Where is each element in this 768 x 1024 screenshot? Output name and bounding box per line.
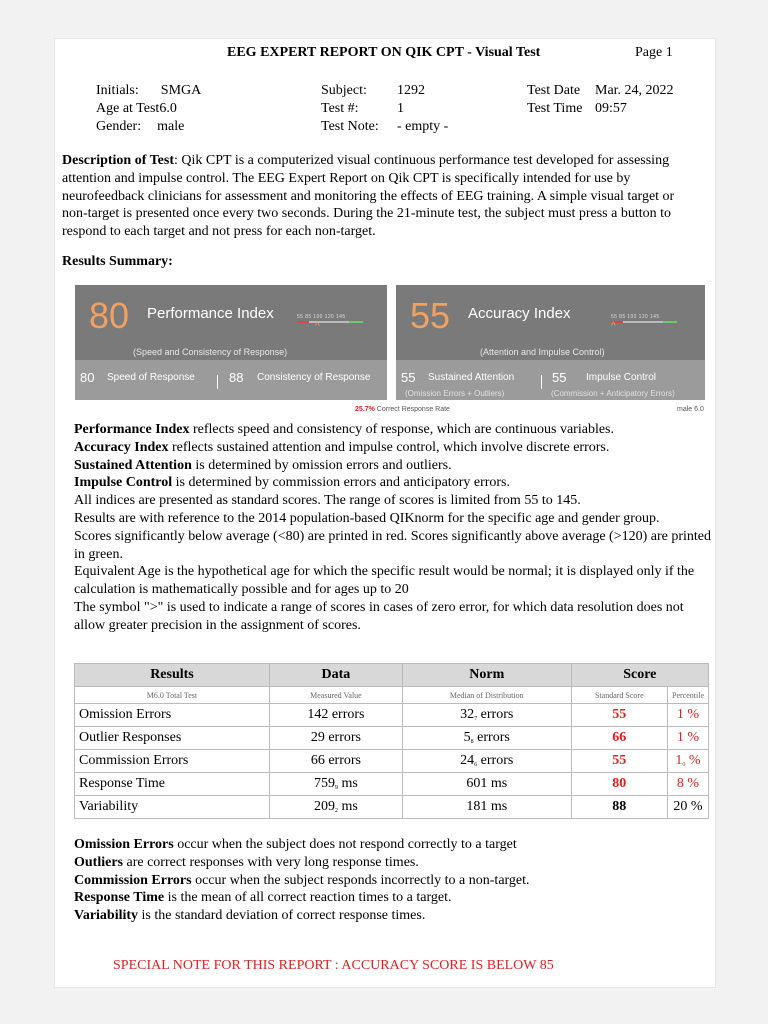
accuracy-marker-icon: ^	[611, 321, 616, 332]
subject-value: 1292	[397, 83, 425, 98]
explanation-line: Performance Index reflects speed and consistency of response, which are continuous variables.	[74, 422, 614, 437]
header-norm: Norm	[402, 664, 571, 687]
age-value: 6.0	[159, 101, 177, 116]
speed-label: Speed of Response	[107, 372, 195, 383]
table-subheader: M6.0 Total Test Measured Value Median of Distribution Standard Score Percentile	[75, 687, 709, 704]
norm-group: male 6.0	[677, 406, 704, 413]
consistency-label: Consistency of Response	[257, 372, 371, 383]
performance-scale: 55 85 100 120 145	[297, 314, 346, 320]
table-row: Omission Errors 142 errors $32_7$ errors 55 1 %	[75, 704, 709, 727]
initials-value: SMGA	[160, 83, 202, 98]
report-title: EEG EXPERT REPORT ON QIK CPT - Visual Test	[227, 45, 541, 60]
performance-index-title: Performance Index	[147, 305, 274, 322]
subject-label: Subject:	[321, 83, 367, 98]
description-label: Description of Test	[62, 153, 174, 168]
correct-response-text: Correct Response Rate	[374, 406, 450, 413]
table-row: Commission Errors 66 errors $24_6$ errors 55 $1_0$ %	[75, 750, 709, 773]
info-right	[527, 82, 674, 118]
note-line: All indices are presented as standard scores. The range of scores is limited from 55 to 145.	[74, 493, 581, 509]
testnote-label: Test Note:	[321, 119, 379, 134]
accuracy-index-score: 55	[410, 295, 451, 336]
testtime-label: Test Time	[527, 101, 583, 116]
performance-subtitle: (Speed and Consistency of Response)	[133, 347, 288, 357]
testdate-label: Test Date	[527, 83, 581, 98]
age-label: Age at Test	[96, 101, 160, 116]
table-row: Variability $209_2$ ms 181 ms 88 20 %	[75, 796, 709, 819]
explanation-line: Impulse Control is determined by commission errors and anticipatory errors.	[74, 475, 511, 491]
explanation-line: Accuracy Index reflects sustained attention and impulse control, which involve discrete errors.	[74, 439, 610, 455]
sustained-attention-sub: (Omission Errors + Outliers)	[405, 389, 505, 398]
table-row: Response Time $759_9$ ms 601 ms 80 8 %	[75, 773, 709, 796]
impulse-control-sub: (Commission + Anticipatory Errors)	[551, 389, 675, 398]
table-header	[75, 664, 709, 687]
testdate-value: Mar. 24, 2022	[595, 83, 674, 98]
consistency-score: 88	[229, 370, 244, 385]
header-data: Data	[269, 664, 402, 687]
correct-response-rate	[355, 406, 450, 413]
speed-score: 80	[80, 370, 95, 385]
description-text: : Qik CPT is a computerized visual continuous performance test developed for assessing attention and impulse control. The EEG Expert Report on Qik CPT is specifically intended for use by neurofeedback clinicians for assessment and monitoring the effects of EEG training. A simple visual target or non-target is presented once every two seconds. During the 21-minute test, the subject must press a button to respond to each target and not press for each non-target.	[62, 153, 675, 240]
header-results: Results	[75, 664, 270, 687]
testnum-label: Test #:	[321, 101, 359, 116]
report-page	[54, 38, 716, 988]
definition-line: Commission Errors occur when the subject responds incorrectly to a non-target.	[74, 872, 530, 888]
initials-label: Initials:	[96, 83, 139, 98]
performance-index-score: 80	[89, 295, 130, 336]
header-score: Score	[571, 664, 708, 687]
results-table	[74, 663, 709, 819]
note-line: Equivalent Age is the hypothetical age for which the specific result would be normal; it is displayed only if the calculation is mathematically possible and for ages up to 20	[74, 564, 695, 598]
definitions	[74, 836, 714, 925]
definition-line: Variability is the standard deviation of correct response times.	[74, 908, 426, 924]
note-line: Scores significantly below average (<80) are printed in red. Scores significantly above average (>120) are printed in green.	[74, 528, 711, 562]
testnum-value: 1	[397, 101, 404, 116]
definition-line: Omission Errors occur when the subject does not respond correctly to a target	[74, 837, 517, 852]
performance-marker-icon: ^	[315, 321, 320, 332]
sustained-attention-label: Sustained Attention	[428, 372, 515, 383]
info-left	[96, 82, 201, 136]
correct-response-pct: 25.7%	[355, 406, 375, 413]
results-summary-label: Results Summary:	[62, 254, 173, 269]
accuracy-index-title: Accuracy Index	[468, 305, 571, 322]
explanations	[74, 421, 714, 635]
info-mid	[321, 82, 448, 136]
divider	[217, 375, 218, 389]
accuracy-subtitle: (Attention and Impulse Control)	[480, 347, 605, 357]
definition-line: Outliers are correct responses with very long response times.	[74, 854, 419, 870]
accuracy-panel	[396, 285, 705, 400]
sustained-attention-score: 55	[401, 370, 416, 385]
description	[62, 152, 690, 241]
special-note: SPECIAL NOTE FOR THIS REPORT : ACCURACY SCORE IS BELOW 85	[113, 958, 554, 973]
testnote-value: - empty -	[397, 119, 449, 134]
accuracy-scale: 55 85 100 120 145	[611, 314, 660, 320]
testtime-value: 09:57	[595, 101, 627, 116]
explanation-line: Sustained Attention is determined by omission errors and outliers.	[74, 457, 452, 473]
gender-value: male	[157, 119, 185, 134]
definition-line: Response Time is the mean of all correct reaction times to a target.	[74, 890, 452, 906]
gender-label: Gender:	[96, 119, 142, 134]
table-row: Outlier Responses 29 errors $5_8$ errors 66 1 %	[75, 727, 709, 750]
impulse-control-label: Impulse Control	[586, 372, 657, 383]
note-line: Results are with reference to the 2014 population-based QIKnorm for the specific age and gender group.	[74, 510, 660, 526]
note-line: The symbol ">" is used to indicate a range of scores in cases of zero error, for which data resolution does not allow greater precision in the assignment of scores.	[74, 599, 684, 633]
page-number: Page 1	[635, 45, 673, 60]
performance-panel	[75, 285, 387, 400]
divider	[541, 375, 542, 389]
impulse-control-score: 55	[552, 370, 567, 385]
